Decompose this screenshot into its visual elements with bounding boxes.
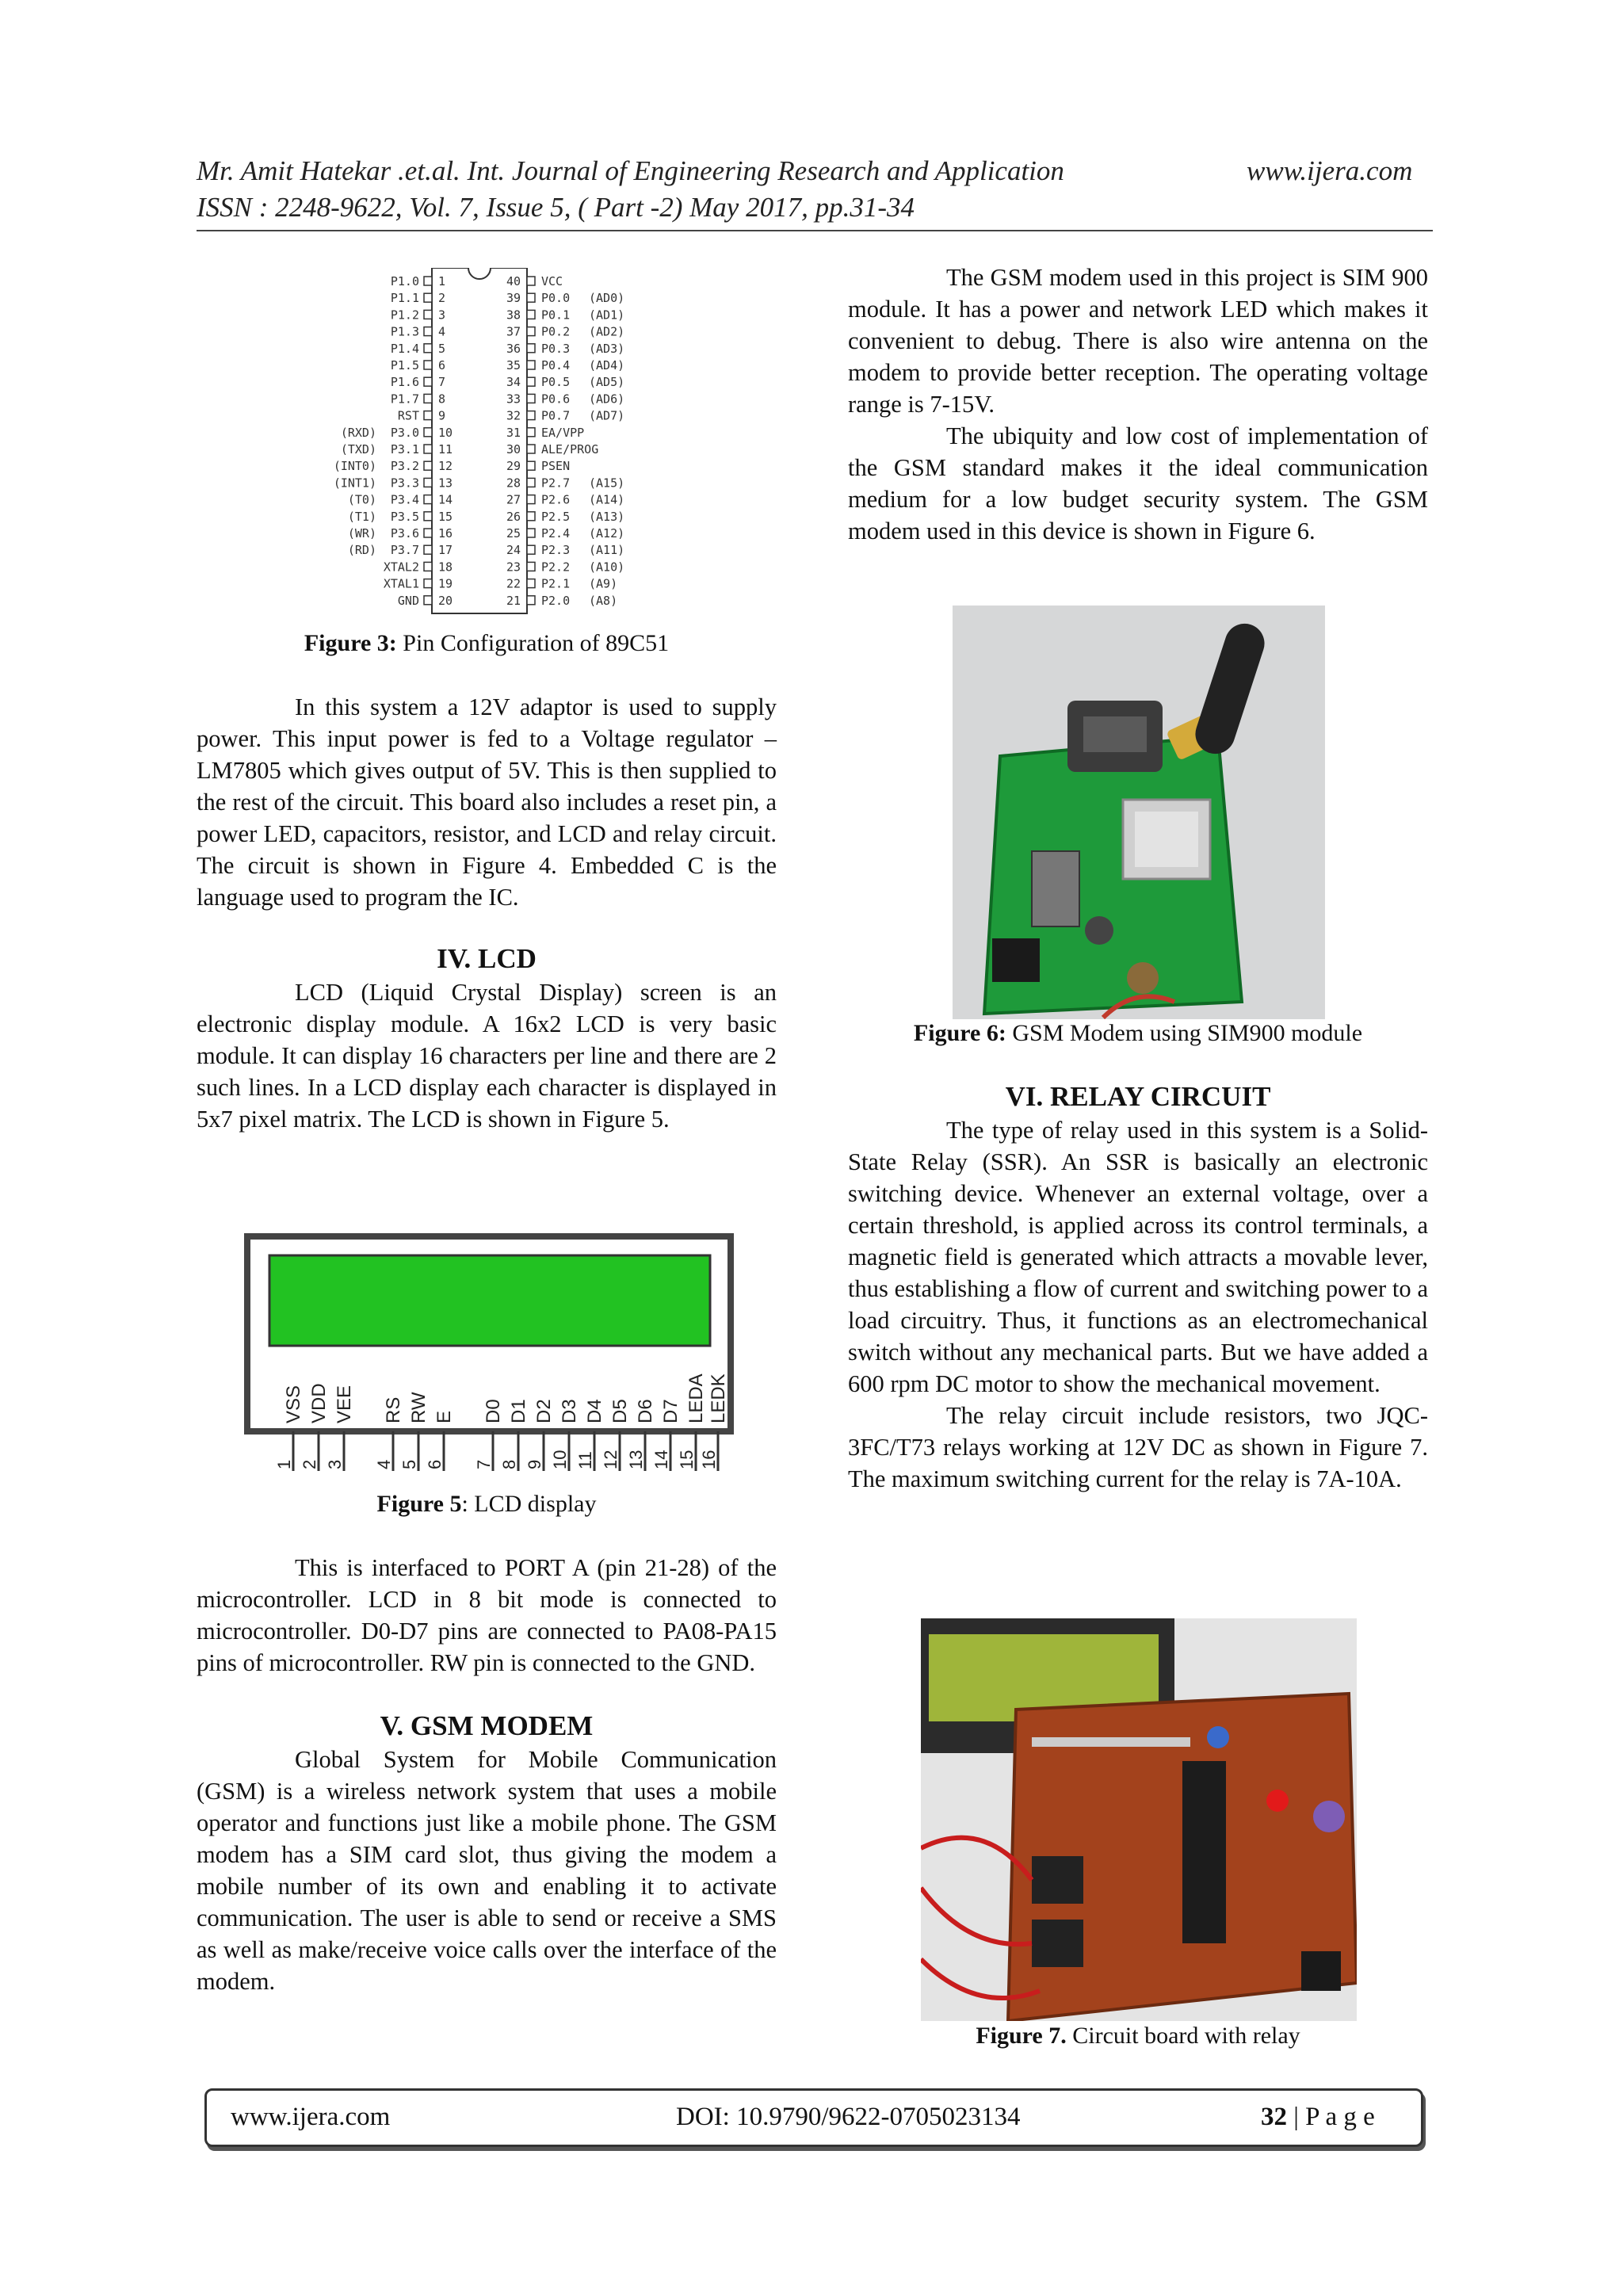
pin-name: P1.4 bbox=[390, 341, 419, 356]
pin-alt-function: (AD3) bbox=[589, 341, 625, 356]
pin-alt-function: (A13) bbox=[589, 509, 625, 524]
pin-number: 28 bbox=[506, 476, 521, 491]
lcd-pin-label: E bbox=[433, 1410, 455, 1423]
pin-name: P0.4 bbox=[541, 358, 571, 372]
pin-stub bbox=[424, 411, 432, 420]
pin-alt-function: (A14) bbox=[589, 492, 625, 507]
pin-number: 40 bbox=[506, 274, 521, 288]
pin-name: P1.2 bbox=[390, 308, 419, 323]
pin-name: P3.0 bbox=[390, 425, 419, 440]
pin-stub bbox=[527, 461, 535, 470]
pin-alt-function: (A10) bbox=[589, 560, 625, 575]
pin-stub bbox=[424, 596, 432, 605]
pin-alt-function: (AD4) bbox=[589, 358, 625, 372]
lcd-pin-label: D2 bbox=[533, 1399, 555, 1423]
pin-number: 3 bbox=[438, 308, 446, 323]
pin-name: P2.3 bbox=[541, 543, 571, 558]
pin-name: P3.4 bbox=[390, 492, 419, 507]
pin-number: 29 bbox=[506, 459, 521, 474]
pin-number: 15 bbox=[438, 509, 453, 524]
footer-page-number bbox=[1261, 2103, 1375, 2132]
paragraph-gsm-intro: Global System for Mobile Communication (GSM) is a wireless network system that uses a mobile operator and functions just like a mobile phone. The GSM modem has a SIM card slot, thus giving the modem a mobile number of its own and enabling it to activate communication. The user is able to send or receive a SMS as well as make/receive voice calls over the interface of the modem. bbox=[197, 1746, 777, 1995]
pin-name: P3.2 bbox=[390, 459, 419, 474]
pin-stub bbox=[527, 495, 535, 504]
pin-name: P1.0 bbox=[390, 274, 419, 288]
pin-name: P3.5 bbox=[390, 509, 419, 524]
pin-number: 18 bbox=[438, 560, 453, 575]
pin-alt-function: (A8) bbox=[589, 593, 618, 608]
pin-stub bbox=[424, 529, 432, 537]
pin-alt-function: (WR) bbox=[347, 526, 376, 541]
pin-alt-function: (TXD) bbox=[340, 442, 376, 457]
pin-name: EA/VPP bbox=[541, 425, 585, 440]
pin-name: P3.7 bbox=[390, 543, 419, 558]
lcd-pin-number: 13 bbox=[626, 1450, 646, 1469]
figure7-caption-label: Figure 7. bbox=[976, 2023, 1067, 2049]
pin-stub bbox=[527, 344, 535, 353]
paragraph-power-supply: In this system a 12V adaptor is used to supply power. This input power is fed to a Voltage regulator – LM7805 which gives output of 5V. This is then supplied to the rest of the circuit. This board also includes a reset pin, a power LED, capacitors, resistor, and LCD and relay circuit. The circuit is shown in Figure 4. Embedded C is the language used to program the IC. bbox=[197, 693, 777, 911]
pin-stub bbox=[527, 512, 535, 521]
paragraph-relay-circuit: The relay circuit include resistors, two JQC-3FC/T73 relays working at 12V DC as shown in Figure 7. The maximum switching current for the relay is 7A-10A. bbox=[848, 1402, 1428, 1492]
pin-number: 22 bbox=[506, 576, 521, 591]
pin-number: 34 bbox=[506, 375, 521, 390]
pin-stub bbox=[424, 562, 432, 571]
pin-alt-function: (AD1) bbox=[589, 308, 625, 323]
pin-number: 2 bbox=[438, 291, 446, 306]
pin-stub bbox=[527, 478, 535, 487]
pin-number: 37 bbox=[506, 324, 521, 339]
pin-name: P2.5 bbox=[541, 509, 571, 524]
pin-alt-function: (AD6) bbox=[589, 392, 625, 407]
pin-stub bbox=[527, 377, 535, 386]
pin-stub bbox=[527, 310, 535, 319]
pin-number: 19 bbox=[438, 576, 453, 591]
pin-stub bbox=[424, 277, 432, 285]
page-number: 32 bbox=[1261, 2103, 1287, 2131]
figure6-caption-label: Figure 6: bbox=[913, 1020, 1006, 1046]
page-label: | P a g e bbox=[1287, 2103, 1375, 2131]
pin-stub bbox=[424, 478, 432, 487]
pin-stub bbox=[424, 361, 432, 369]
lcd-pin-number: 14 bbox=[651, 1450, 671, 1469]
figure3-caption-text: Pin Configuration of 89C51 bbox=[396, 630, 670, 656]
pin-alt-function: (AD5) bbox=[589, 375, 625, 390]
lcd-pin-number: 1 bbox=[274, 1459, 294, 1469]
section-iv-title: IV. LCD bbox=[437, 943, 537, 974]
left-column-lower bbox=[197, 1488, 777, 1997]
pin-number: 13 bbox=[438, 476, 453, 491]
pin-number: 20 bbox=[438, 593, 453, 608]
pin-name: VCC bbox=[541, 274, 563, 288]
lcd-pin-number: 7 bbox=[474, 1459, 494, 1469]
journal-header-line2: ISSN : 2248-9622, Vol. 7, Issue 5, ( Part -2) May 2017, pp.31-34 bbox=[197, 192, 915, 223]
pin-name: PSEN bbox=[541, 459, 571, 474]
right-column-lower bbox=[848, 2020, 1428, 2052]
pin-number: 21 bbox=[506, 593, 521, 608]
section-v-title: V. GSM MODEM bbox=[380, 1710, 594, 1741]
figure7-caption bbox=[848, 2020, 1428, 2052]
pin-alt-function: (A12) bbox=[589, 526, 625, 541]
pin-name: P1.5 bbox=[390, 358, 419, 372]
lcd-pin-number: 6 bbox=[425, 1459, 445, 1469]
pin-alt-function: (T1) bbox=[347, 509, 376, 524]
section-vi-title: VI. RELAY CIRCUIT bbox=[1005, 1081, 1271, 1112]
figure6-caption-text: GSM Modem using SIM900 module bbox=[1006, 1020, 1363, 1046]
paragraph-relay-type: The type of relay used in this system is a Solid-State Relay (SSR). An SSR is basically an electronic switching device. Whenever an external voltage, over a certain threshold, is applied across its control terminals, a magnetic field is generated which attracts a movable lever, thus establishing a flow of current and switching power to a load circuitry. Thus, it functions as an electromechanical switch without any mechanical parts. But we have added a 600 rpm DC motor to show the mechanical movement. bbox=[848, 1117, 1428, 1397]
pin-number: 4 bbox=[438, 324, 446, 339]
journal-header-line1: Mr. Amit Hatekar .et.al. Int. Journal of Engineering Research and Application bbox=[197, 155, 1064, 186]
pin-number: 35 bbox=[506, 358, 521, 372]
lcd-pin-label: VSS bbox=[283, 1385, 304, 1423]
pin-number: 39 bbox=[506, 291, 521, 306]
ic-notch bbox=[468, 268, 491, 279]
pin-name: P1.3 bbox=[390, 324, 419, 339]
figure3-caption bbox=[197, 628, 777, 659]
paragraph-port-interface: This is interfaced to PORT A (pin 21-28) of the microcontroller. LCD in 8 bit mode is connected to microcontroller. D0-D7 pins are connected to PA08-PA15 pins of microcontroller. RW pin is connected to the GND. bbox=[197, 1554, 777, 1676]
pin-name: P2.1 bbox=[541, 576, 571, 591]
pin-name: P0.0 bbox=[541, 291, 571, 306]
pin-name: P2.6 bbox=[541, 492, 571, 507]
lcd-pin-label: VDD bbox=[308, 1383, 330, 1423]
pin-name: XTAL1 bbox=[383, 576, 419, 591]
pin-number: 7 bbox=[438, 375, 446, 390]
pin-stub bbox=[527, 293, 535, 302]
lcd-pin-number: 15 bbox=[677, 1450, 697, 1469]
pin-alt-function: (A11) bbox=[589, 543, 625, 558]
lcd-pin-number: 4 bbox=[374, 1459, 394, 1469]
pin-stub bbox=[424, 512, 432, 521]
pin-name: ALE/PROG bbox=[541, 442, 599, 457]
pin-alt-function: (INT1) bbox=[333, 476, 376, 491]
relay-circuit-board-photo bbox=[921, 1618, 1357, 2021]
pin-name: P0.6 bbox=[541, 392, 571, 407]
pin-stub bbox=[527, 394, 535, 403]
pin-alt-function: (RXD) bbox=[340, 425, 376, 440]
pin-name: P1.6 bbox=[390, 375, 419, 390]
lcd-display-diagram bbox=[238, 1233, 745, 1477]
lcd-pin-label: D3 bbox=[559, 1399, 580, 1423]
lcd-pin-label: D6 bbox=[635, 1399, 656, 1423]
figure5-caption-text: : LCD display bbox=[461, 1491, 597, 1517]
figure5-caption-label: Figure 5 bbox=[376, 1491, 462, 1517]
lcd-pin-label: D7 bbox=[660, 1399, 682, 1423]
lcd-screen bbox=[269, 1255, 710, 1346]
pin-name: P2.7 bbox=[541, 476, 571, 491]
pin-number: 16 bbox=[438, 526, 453, 541]
pin-name: P0.3 bbox=[541, 341, 571, 356]
pin-number: 23 bbox=[506, 560, 521, 575]
pin-name: XTAL2 bbox=[383, 560, 419, 575]
pin-stub bbox=[527, 445, 535, 453]
lcd-pin-label: D0 bbox=[483, 1399, 504, 1423]
figure5-caption bbox=[197, 1488, 777, 1520]
lcd-pin-number: 2 bbox=[300, 1459, 319, 1469]
pin-number: 33 bbox=[506, 392, 521, 407]
right-column-middle bbox=[848, 1018, 1428, 1495]
lcd-pin-label: D1 bbox=[508, 1399, 529, 1423]
paragraph-lcd: LCD (Liquid Crystal Display) screen is an electronic display module. A 16x2 LCD is very basic module. It can display 16 characters per line and there are 2 such lines. In a LCD display each character is displayed in 5x7 pixel matrix. The LCD is shown in Figure 5. bbox=[197, 979, 777, 1133]
figure6-caption bbox=[848, 1018, 1428, 1049]
pin-stub bbox=[424, 545, 432, 554]
gsm-modem-photo bbox=[953, 606, 1325, 1019]
lcd-pin-number: 16 bbox=[699, 1450, 719, 1469]
lcd-pin-number: 10 bbox=[550, 1450, 570, 1469]
pin-number: 30 bbox=[506, 442, 521, 457]
lcd-pin-number: 3 bbox=[325, 1459, 345, 1469]
pin-stub bbox=[424, 394, 432, 403]
pin-alt-function: (AD0) bbox=[589, 291, 625, 306]
journal-website: www.ijera.com bbox=[1247, 155, 1413, 186]
pin-stub bbox=[424, 461, 432, 470]
pin-name: P0.7 bbox=[541, 408, 571, 423]
pin-alt-function: (RD) bbox=[347, 543, 376, 558]
pin-name: RST bbox=[397, 408, 419, 423]
pin-stub bbox=[424, 445, 432, 453]
figure3-caption-label: Figure 3: bbox=[304, 630, 397, 656]
pin-name: P2.4 bbox=[541, 526, 571, 541]
pin-stub bbox=[527, 596, 535, 605]
pin-name: P3.6 bbox=[390, 526, 419, 541]
pin-name: P0.1 bbox=[541, 308, 571, 323]
pin-number: 17 bbox=[438, 543, 453, 558]
pin-name: GND bbox=[397, 593, 419, 608]
pin-stub bbox=[424, 310, 432, 319]
lcd-pin-number: 11 bbox=[575, 1451, 595, 1469]
pin-number: 24 bbox=[506, 543, 521, 558]
lcd-pin-number: 5 bbox=[399, 1459, 419, 1469]
pin-stub bbox=[424, 579, 432, 588]
lcd-pin-number: 9 bbox=[525, 1459, 544, 1469]
pin-number: 38 bbox=[506, 308, 521, 323]
pin-alt-function: (INT0) bbox=[333, 459, 376, 474]
lcd-pin-label: D4 bbox=[584, 1399, 605, 1423]
pin-number: 14 bbox=[438, 492, 453, 507]
pin-stub bbox=[424, 344, 432, 353]
pin-stub bbox=[527, 428, 535, 437]
pin-name: P0.5 bbox=[541, 375, 571, 390]
pin-name: P2.0 bbox=[541, 593, 571, 608]
lcd-pin-label: RS bbox=[383, 1396, 404, 1423]
pin-name: P2.2 bbox=[541, 560, 571, 575]
pin-number: 11 bbox=[438, 442, 453, 457]
pin-number: 12 bbox=[438, 459, 453, 474]
lcd-pin-number: 12 bbox=[601, 1450, 621, 1469]
pin-name: P3.1 bbox=[390, 442, 419, 457]
lcd-pin-label: LEDA bbox=[685, 1373, 707, 1423]
pin-number: 32 bbox=[506, 408, 521, 423]
pin-alt-function: (AD2) bbox=[589, 324, 625, 339]
pin-name: P0.2 bbox=[541, 324, 571, 339]
pin-stub bbox=[527, 361, 535, 369]
pinout-diagram-89c51 bbox=[293, 268, 705, 617]
pin-number: 27 bbox=[506, 492, 521, 507]
pin-alt-function: (AD7) bbox=[589, 408, 625, 423]
pin-name: P3.3 bbox=[390, 476, 419, 491]
pin-stub bbox=[527, 545, 535, 554]
pin-stub bbox=[424, 377, 432, 386]
lcd-pin-label: VEE bbox=[334, 1385, 355, 1423]
lcd-pin-label: RW bbox=[408, 1392, 430, 1423]
lcd-pin-number: 8 bbox=[499, 1459, 519, 1469]
pin-number: 10 bbox=[438, 425, 453, 440]
pin-stub bbox=[424, 428, 432, 437]
paragraph-gsm-ubiquity: The ubiquity and low cost of implementation of the GSM standard makes it the ideal communication medium for a low budget security system. The GSM modem used in this device is shown in Figure 6. bbox=[848, 422, 1428, 544]
paragraph-sim900: The GSM modem used in this project is SIM 900 module. It has a power and network LED which makes it convenient to debug. There is also wire antenna on the modem to provide better reception. The operating voltage range is 7-15V. bbox=[848, 264, 1428, 418]
lcd-pin-label: LEDK bbox=[708, 1373, 729, 1423]
pin-number: 8 bbox=[438, 392, 446, 407]
pin-number: 6 bbox=[438, 358, 446, 372]
pin-alt-function: (T0) bbox=[347, 492, 376, 507]
pin-name: P1.7 bbox=[390, 392, 419, 407]
pin-alt-function: (A15) bbox=[589, 476, 625, 491]
footer-doi: DOI: 10.9790/9622-0705023134 bbox=[676, 2103, 1021, 2131]
pin-number: 1 bbox=[438, 274, 446, 288]
header-rule bbox=[197, 230, 1433, 231]
pin-name: P1.1 bbox=[390, 291, 419, 306]
pin-stub bbox=[527, 411, 535, 420]
pin-stub bbox=[527, 277, 535, 285]
pin-number: 31 bbox=[506, 425, 521, 440]
page-footer bbox=[204, 2088, 1423, 2147]
lcd-pin-label: D5 bbox=[609, 1399, 631, 1423]
pin-stub bbox=[527, 529, 535, 537]
pin-number: 25 bbox=[506, 526, 521, 541]
pin-number: 5 bbox=[438, 341, 446, 356]
pin-stub bbox=[527, 562, 535, 571]
pin-number: 36 bbox=[506, 341, 521, 356]
pin-number: 26 bbox=[506, 509, 521, 524]
pin-stub bbox=[424, 495, 432, 504]
pin-stub bbox=[424, 293, 432, 302]
pin-stub bbox=[424, 327, 432, 336]
pin-number: 9 bbox=[438, 408, 446, 423]
footer-website: www.ijera.com bbox=[231, 2103, 391, 2131]
pin-stub bbox=[527, 579, 535, 588]
left-column bbox=[197, 628, 777, 1135]
pin-stub bbox=[527, 327, 535, 336]
pin-alt-function: (A9) bbox=[589, 576, 618, 591]
right-column bbox=[848, 262, 1428, 547]
figure7-caption-text: Circuit board with relay bbox=[1066, 2023, 1300, 2049]
